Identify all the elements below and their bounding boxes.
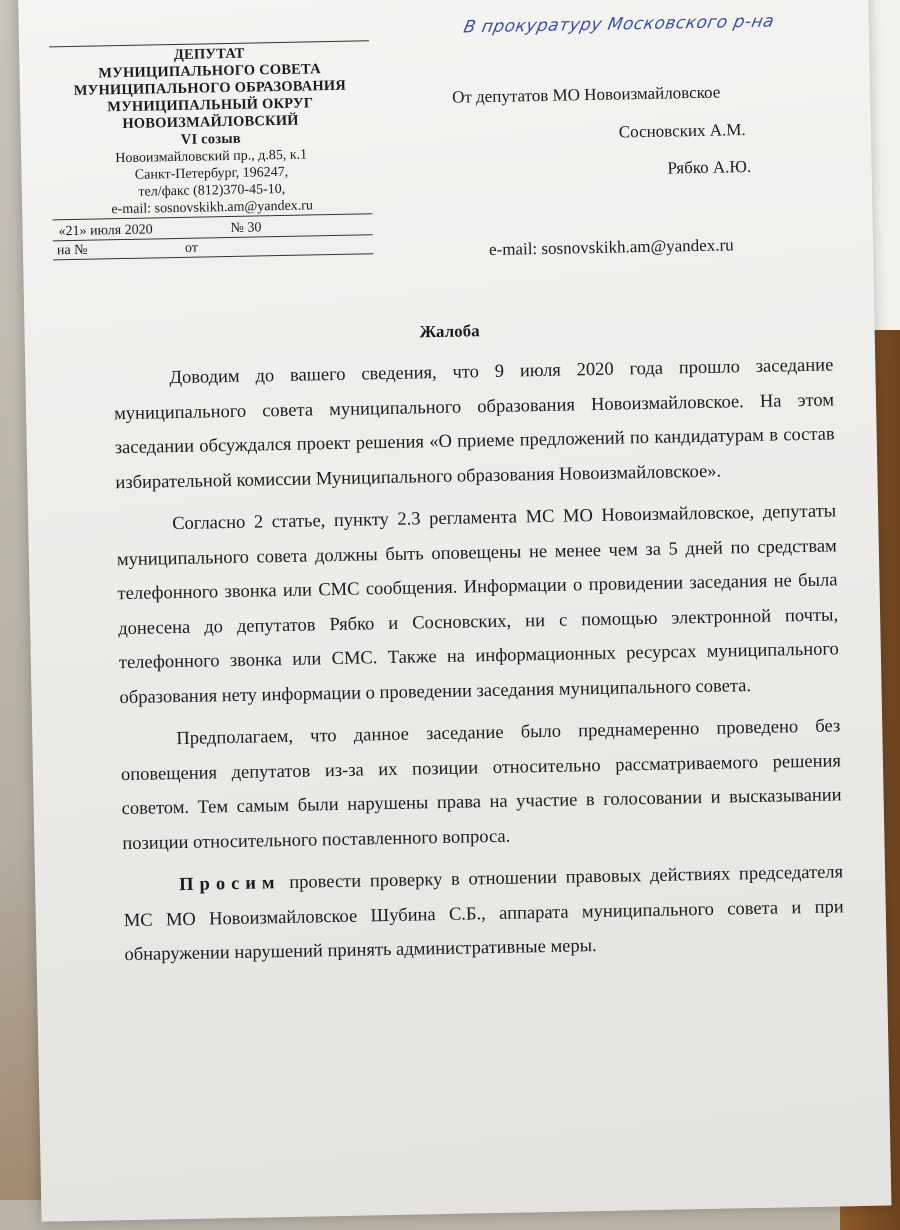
- request-text: провести проверку в отношении правовых действиях председателя МС МО Новоизмайловское Шубина С.Б., аппарата муниципального совета и при обнаружении нарушений принять административные меры.: [123, 862, 844, 966]
- sender-from-line: От депутатов МО Новоизмайловское: [451, 82, 721, 107]
- sender-name-1: Сосновских А.М.: [618, 120, 746, 142]
- request-keyword: Просим: [178, 873, 281, 896]
- letterhead-address-2: Санкт-Петербург, 196247,: [134, 164, 289, 183]
- letterhead-line-4: МУНИЦИПАЛЬНЫЙ ОКРУГ: [107, 95, 314, 116]
- letter-number: № 30: [230, 220, 262, 236]
- letterhead-convocation: VI созыв: [180, 130, 242, 148]
- letterhead: [49, 40, 373, 260]
- letterhead-line-2: МУНИЦИПАЛЬНОГО СОВЕТА: [98, 61, 322, 82]
- sender-email: e-mail: sosnovskikh.am@yandex.ru: [488, 235, 734, 260]
- letterhead-phone: тел/факс (812)370-45-10,: [138, 181, 286, 200]
- reference-number-label: на №: [56, 242, 88, 259]
- letterhead-line-3: МУНИЦИПАЛЬНОГО ОБРАЗОВАНИЯ: [73, 77, 347, 99]
- paragraph-1: Доводим до вашего сведения, что 9 июля 2020 года прошло заседание муниципального совета муниципального образования Новоизмайловское. На этом заседании обсуждался проект решения «О приеме предложений по кандидатурам в состав избирательной комиссии Муниципального образования Новоизмайловское».: [113, 355, 835, 493]
- letterhead-line-1: ДЕПУТАТ: [173, 45, 245, 64]
- paragraph-4: [123, 855, 845, 972]
- document-title: Жалоба: [419, 321, 480, 342]
- letterhead-email: e-mail: sosnovskikh.am@yandex.ru: [111, 198, 314, 218]
- paragraph-2: Согласно 2 статье, пункту 2.3 регламента МС МО Новоизмайловское, депутаты муниципального совета должны быть оповещены не менее чем за 5 дней по средствам телефонного звонка или СМС сообщения. Информации о провидении заседания не была донесена до депутатов Рябко и Сосновских, ни с помощью электронной почты, телефонного звонка или СМС. Также на информационных ресурсах муниципального образования нету информации о проведении заседания муниципального совета.: [116, 501, 839, 708]
- letterhead-address-1: Новоизмайловский пр., д.85, к.1: [115, 147, 308, 167]
- paragraph-3: Предполагаем, что данное заседание было преднамеренно проведено без оповещения депутатов из-за их позиции относительно рассматриваемого решения советом. Тем самым были нарушены права на участие в голосовании и высказывании позиции относительного поставленного вопроса.: [120, 716, 842, 854]
- document-body: [113, 348, 845, 980]
- document-page: [18, 0, 891, 1222]
- handwritten-note: В прокуратуру Московского р-на: [461, 11, 777, 38]
- sender-name-2: Рябко А.Ю.: [667, 156, 752, 178]
- letter-date: «21» июля 2020: [58, 222, 153, 240]
- letterhead-line-5: НОВОИЗМАЙЛОВСКИЙ: [122, 112, 299, 133]
- reference-from-label: от: [184, 240, 199, 256]
